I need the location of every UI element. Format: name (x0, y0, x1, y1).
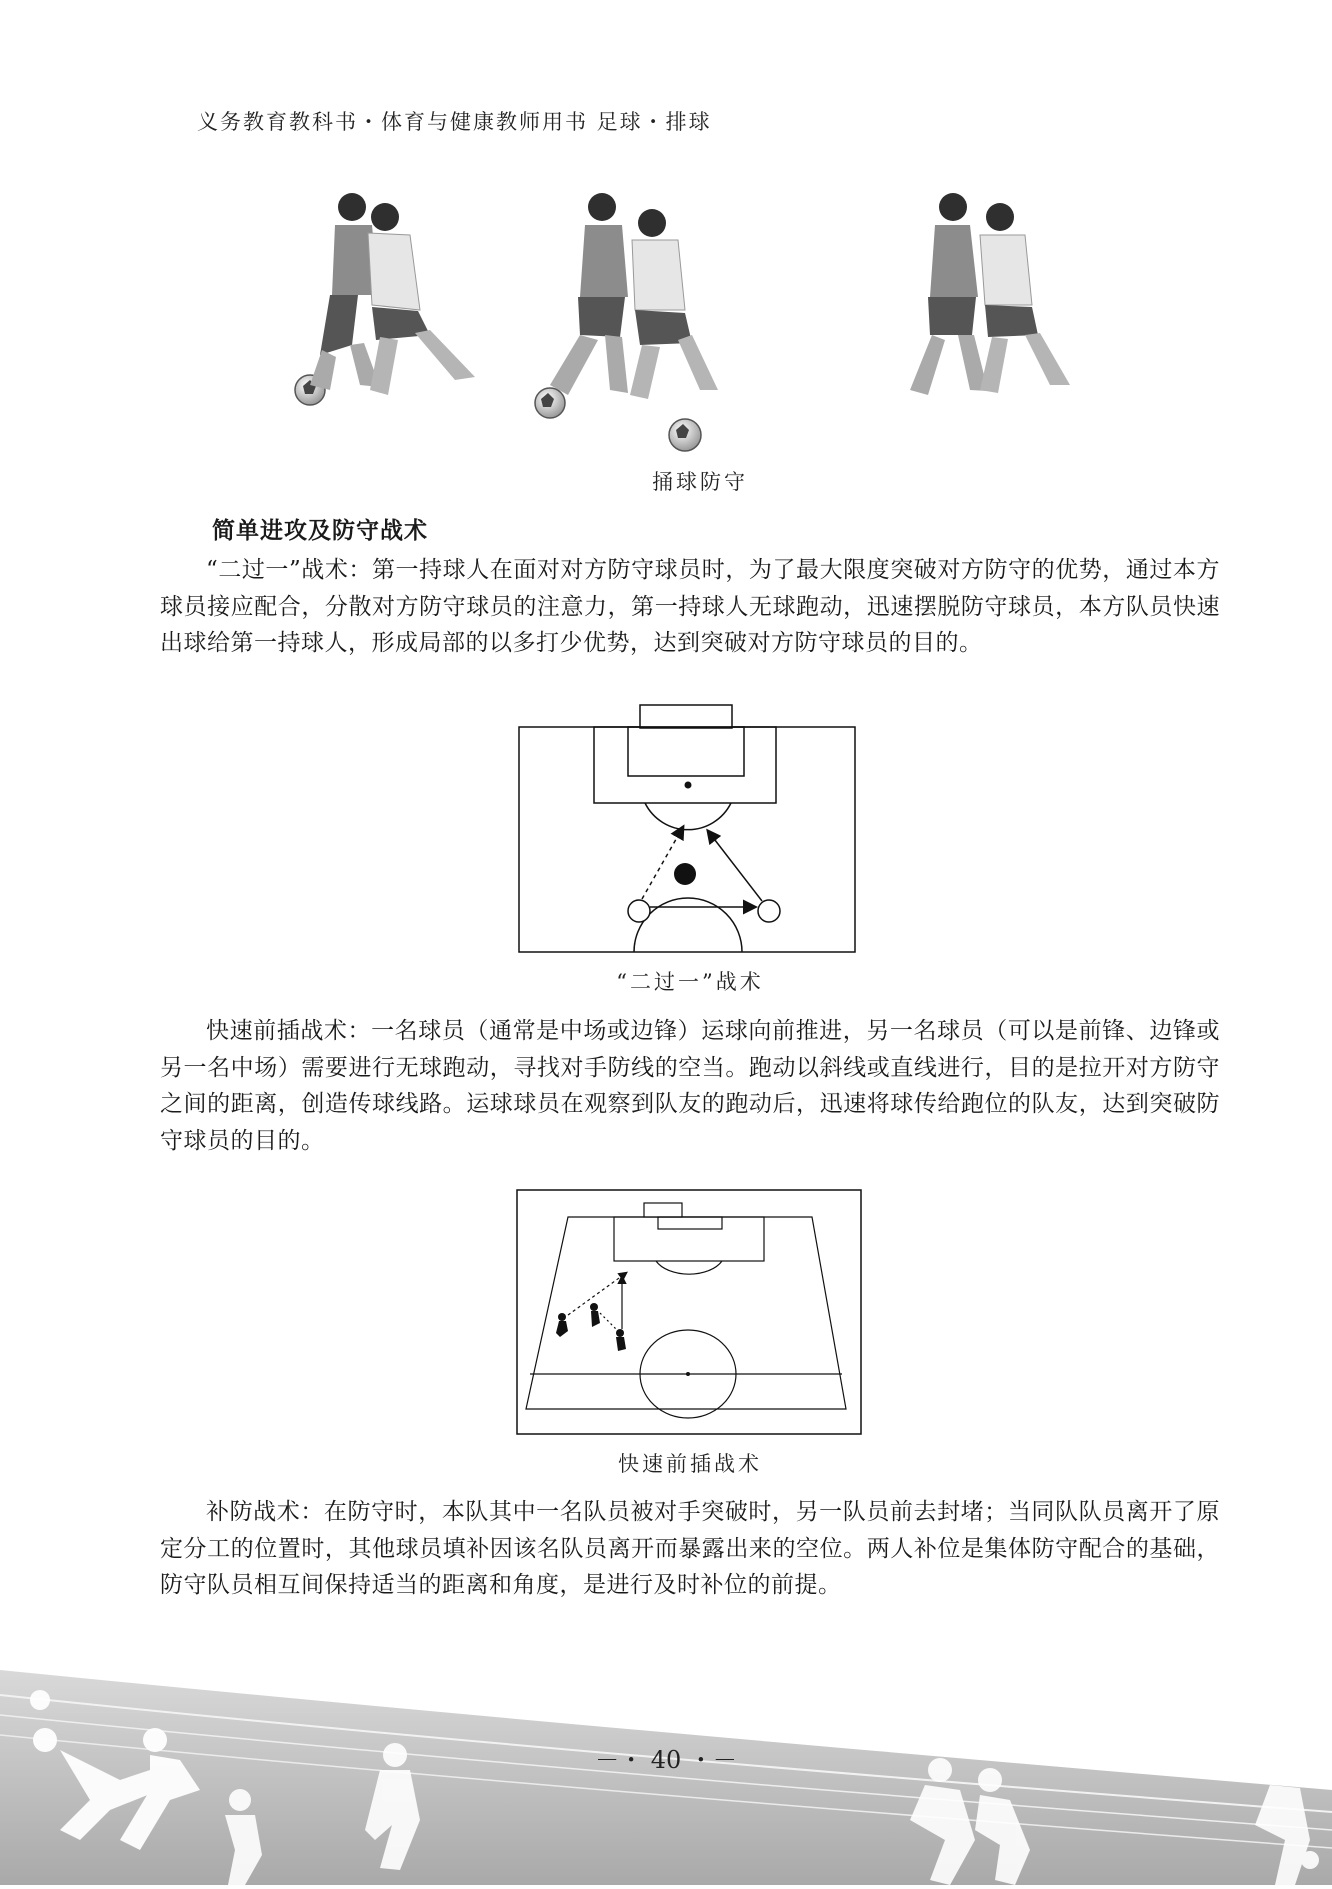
defender-marker (674, 863, 696, 885)
figure1-caption: 捅球防守 (652, 470, 748, 494)
photo-3 (669, 193, 1070, 451)
figure-fast-run-diagram (516, 1189, 862, 1435)
attacker-two-marker (758, 900, 780, 922)
photo-2 (535, 193, 718, 418)
fast-run-diagram (516, 1189, 862, 1435)
photo-1 (295, 193, 475, 405)
paragraph-cover-defense: 补防战术：在防守时，本队其中一名队员被对手突破时，另一队员前去封堵；当同队队员离开了原定分工的位置时，其他球员填补因该名队员离开而暴露出来的空位。两人补位是集体防守配合的基础，防守队员相互间保持适当的距离和角度，是进行及时补位的前提。 (160, 1499, 1220, 1598)
attacker-one-marker (628, 900, 650, 922)
paragraph-two-pass: “二过一”战术：第一持球人在面对对方防守球员时，为了最大限度突破对方防守的优势，通过本方球员接应配合，分散对方防守球员的注意力，第一持球人无球跑动，迅速摆脱防守球员，本方队员快速出球给第一持球人，形成局部的以多打少优势，达到突破对方防守球员的目的。 (160, 557, 1220, 656)
photo-strip (280, 185, 1100, 460)
figure2-caption: “二过一”战术 (616, 970, 764, 994)
page-number: －・ 40 ・－ (595, 1746, 737, 1774)
center-spot (686, 1372, 690, 1376)
running-header: 义务教育教科书・体育与健康教师用书 足球・排球 (197, 110, 712, 134)
section-heading: 简单进攻及防守战术 (212, 518, 428, 544)
paragraph-fast-run: 快速前插战术：一名球员（通常是中场或边锋）运球向前推进，另一名球员（可以是前锋、边锋或另一名中场）需要进行无球跑动，寻找对手防线的空当。跑动以斜线或直线进行，目的是拉开对方防守之间的距离，创造传球线路。运球球员在观察到队友的跑动后，迅速将球传给跑位的队友，达到突破防守球员的目的。 (160, 1018, 1220, 1154)
figure-two-pass-diagram (518, 704, 858, 954)
goal (644, 1203, 682, 1217)
pitch-outline (519, 727, 855, 952)
frame (517, 1190, 861, 1434)
figure3-caption: 快速前插战术 (618, 1452, 762, 1476)
penalty-spot (685, 782, 692, 789)
figure-poke-defense (280, 185, 1100, 460)
goal (640, 705, 732, 728)
give-and-go-diagram (518, 704, 858, 954)
